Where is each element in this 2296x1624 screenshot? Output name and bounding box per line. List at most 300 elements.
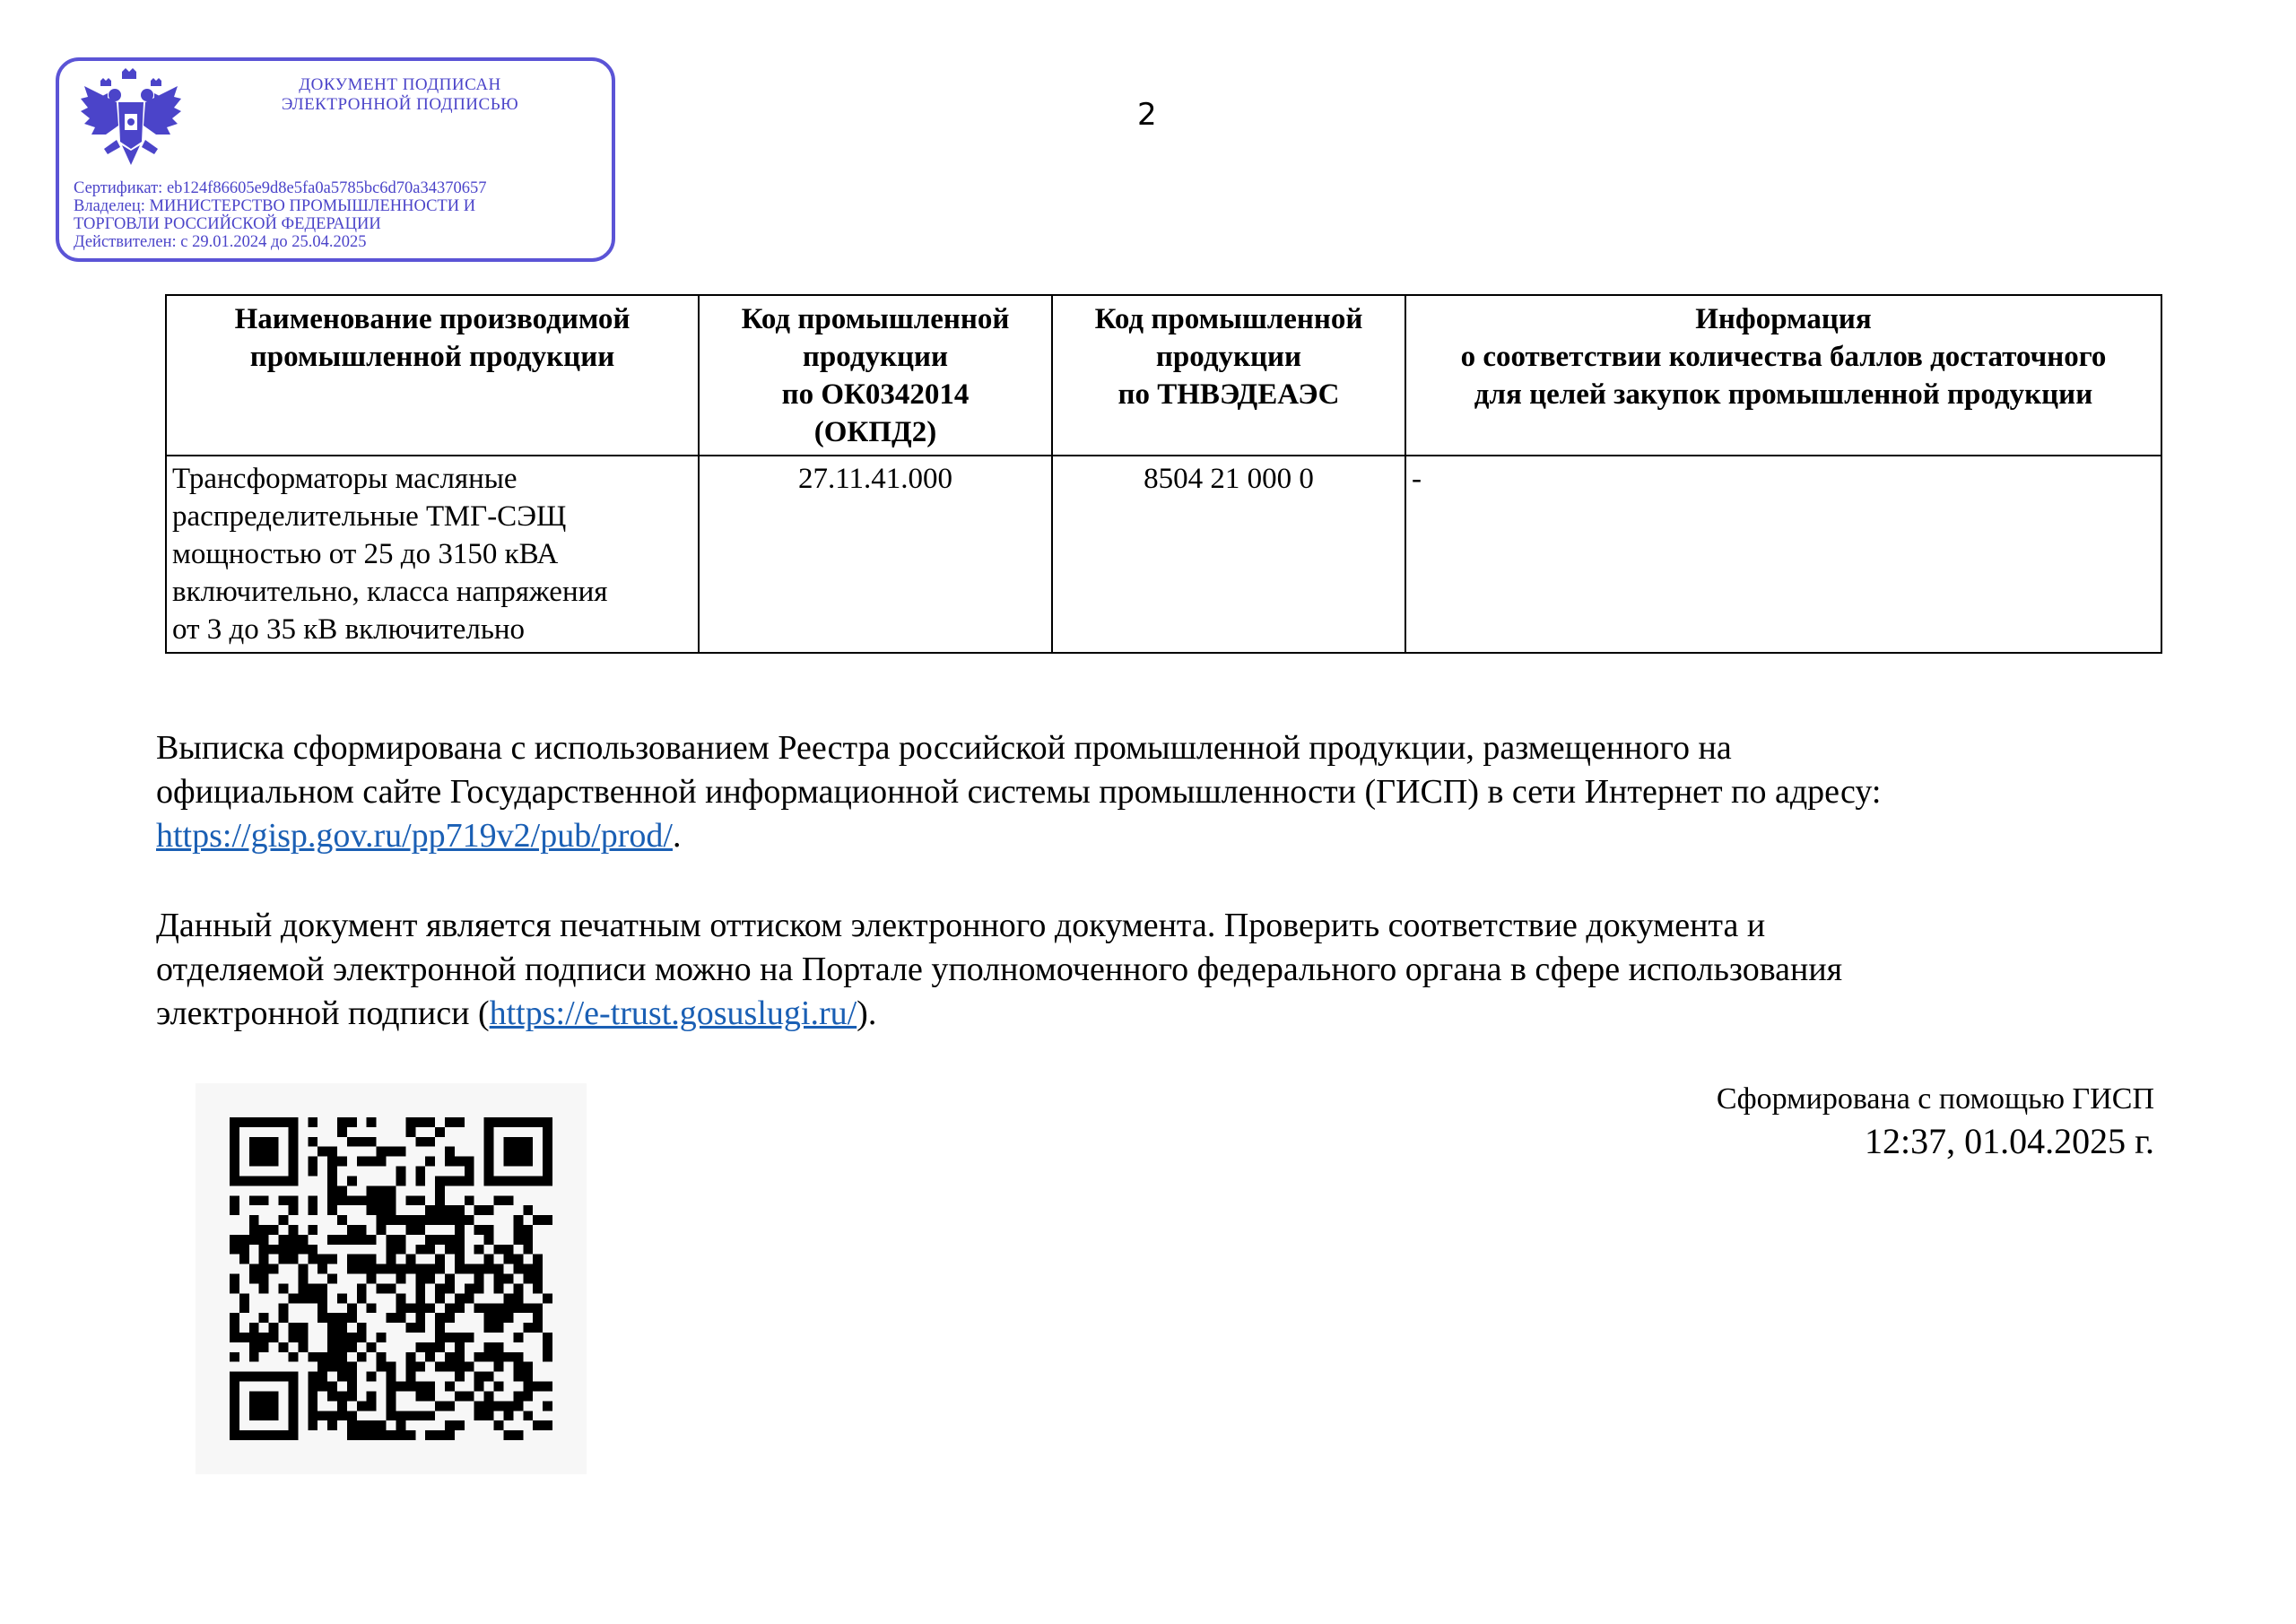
qr-module — [415, 1313, 425, 1323]
qr-module — [337, 1323, 347, 1333]
qr-module — [377, 1185, 387, 1195]
qr-module — [337, 1313, 347, 1323]
qr-module — [377, 1215, 387, 1225]
qr-module — [230, 1205, 239, 1215]
qr-module — [387, 1235, 396, 1245]
qr-module — [288, 1333, 298, 1342]
qr-module — [288, 1401, 298, 1411]
qr-module — [455, 1117, 465, 1127]
qr-module — [279, 1195, 289, 1205]
stamp-certificate: Сертификат: eb124f86605e9d8e5fa0a5785bc6d70a34370657 — [74, 179, 487, 197]
qr-module — [259, 1274, 269, 1284]
verification-statement — [156, 904, 2183, 1036]
qr-module — [357, 1293, 367, 1303]
qr-module — [405, 1215, 415, 1225]
qr-module — [425, 1235, 435, 1245]
qr-module — [259, 1176, 269, 1185]
qr-module — [357, 1235, 367, 1245]
qr-module — [269, 1157, 279, 1167]
qr-module — [327, 1185, 337, 1195]
qr-module — [327, 1255, 337, 1264]
qr-module — [249, 1235, 259, 1245]
qr-module — [484, 1176, 494, 1185]
qr-module — [484, 1167, 494, 1177]
signature-stamp — [56, 57, 615, 262]
header-line: Информация — [1695, 303, 1872, 335]
header-line: для целей закупок промышленной продукции — [1474, 378, 2093, 411]
qr-module — [367, 1137, 377, 1147]
qr-module — [435, 1293, 445, 1303]
qr-module — [405, 1362, 415, 1372]
cell-line: от 3 до 35 кВ включительно — [172, 613, 526, 646]
qr-module — [405, 1117, 415, 1127]
qr-module — [445, 1176, 455, 1185]
qr-module — [239, 1235, 249, 1245]
qr-module — [259, 1333, 269, 1342]
qr-module — [279, 1372, 289, 1382]
header-line: продукции — [1155, 341, 1302, 373]
qr-module — [327, 1195, 337, 1205]
qr-module — [377, 1157, 387, 1167]
qr-module — [455, 1303, 465, 1313]
qr-module — [523, 1362, 533, 1372]
qr-module — [455, 1372, 465, 1382]
qr-module — [425, 1157, 435, 1167]
paragraph-line: Выписка сформирована с использованием Реестра российской промышленной продукции, размещенного на — [156, 729, 1732, 767]
qr-module — [279, 1245, 289, 1255]
qr-module — [484, 1372, 494, 1382]
stamp-owner-line: Владелец: МИНИСТЕРСТВО ПРОМЫШЛЕННОСТИ И — [74, 197, 476, 215]
qr-module — [503, 1176, 513, 1185]
stamp-title-line: ДОКУМЕНТ ПОДПИСАН — [299, 75, 501, 94]
qr-module — [494, 1420, 504, 1430]
qr-module — [327, 1274, 337, 1284]
qr-module — [357, 1283, 367, 1293]
qr-module — [455, 1225, 465, 1235]
qr-module — [523, 1245, 533, 1255]
qr-module — [298, 1235, 308, 1245]
qr-module — [484, 1352, 494, 1362]
gisp-registry-link[interactable]: https://gisp.gov.ru/pp719v2/pub/prod/ — [156, 817, 673, 855]
qr-module — [494, 1382, 504, 1392]
qr-module — [513, 1137, 523, 1147]
qr-module — [337, 1293, 347, 1303]
qr-module — [435, 1185, 445, 1195]
qr-module — [317, 1372, 327, 1382]
header-line: о соответствии количества баллов достаточного — [1460, 341, 2107, 373]
qr-module — [367, 1157, 377, 1167]
qr-module — [367, 1420, 377, 1430]
paragraph-line — [156, 814, 2183, 858]
qr-module — [317, 1303, 327, 1313]
qr-module — [474, 1225, 484, 1235]
qr-module — [327, 1342, 337, 1352]
qr-module — [357, 1137, 367, 1147]
qr-module — [474, 1205, 484, 1215]
qr-module — [249, 1430, 259, 1440]
qr-module — [279, 1342, 289, 1352]
qr-module — [308, 1293, 317, 1303]
qr-module — [415, 1362, 425, 1372]
qr-module — [357, 1225, 367, 1235]
qr-module — [465, 1391, 474, 1401]
qr-module — [308, 1411, 317, 1420]
qr-module — [269, 1411, 279, 1420]
qr-module — [513, 1352, 523, 1362]
qr-module — [503, 1117, 513, 1127]
qr-module — [357, 1430, 367, 1440]
qr-module — [396, 1215, 405, 1225]
qr-module — [317, 1255, 327, 1264]
qr-module — [269, 1245, 279, 1255]
qr-module — [347, 1411, 357, 1420]
qr-module — [484, 1255, 494, 1264]
qr-module — [259, 1391, 269, 1401]
qr-module — [396, 1176, 405, 1185]
qr-module — [445, 1382, 455, 1392]
qr-module — [484, 1225, 494, 1235]
cell-tnved: 8504 21 000 0 — [1052, 456, 1405, 653]
qr-module — [387, 1401, 396, 1411]
qr-module — [465, 1176, 474, 1185]
qr-module — [347, 1195, 357, 1205]
qr-module — [347, 1430, 357, 1440]
qr-module — [455, 1293, 465, 1303]
qr-module — [288, 1117, 298, 1127]
qr-module — [415, 1283, 425, 1293]
qr-module — [367, 1117, 377, 1127]
qr-module — [357, 1323, 367, 1333]
qr-module — [396, 1245, 405, 1255]
stamp-owner-line: ТОРГОВЛИ РОССИЙСКОЙ ФЕДЕРАЦИИ — [74, 215, 381, 233]
qr-module — [533, 1323, 543, 1333]
qr-module — [405, 1430, 415, 1440]
qr-module — [415, 1264, 425, 1274]
qr-module — [288, 1245, 298, 1255]
qr-module — [425, 1411, 435, 1420]
qr-module — [513, 1391, 523, 1401]
paragraph-line: Данный документ является печатным оттиском электронного документа. Проверить соответствие документа и — [156, 907, 1766, 944]
qr-module — [533, 1274, 543, 1284]
qr-module — [269, 1147, 279, 1157]
qr-module — [396, 1293, 405, 1303]
qr-module — [367, 1235, 377, 1245]
qr-module — [405, 1264, 415, 1274]
qr-module — [445, 1283, 455, 1293]
qr-module — [503, 1274, 513, 1284]
qr-module — [455, 1391, 465, 1401]
qr-module — [387, 1245, 396, 1255]
qr-module — [347, 1176, 357, 1185]
qr-module — [230, 1235, 239, 1245]
qr-module — [503, 1352, 513, 1362]
qr-module — [337, 1235, 347, 1245]
qr-module — [513, 1283, 523, 1293]
qr-module — [543, 1293, 552, 1303]
qr-module — [337, 1127, 347, 1137]
qr-module — [523, 1264, 533, 1274]
qr-module — [347, 1303, 357, 1313]
qr-module — [513, 1401, 523, 1411]
qr-module — [523, 1391, 533, 1401]
qr-module — [503, 1303, 513, 1313]
qr-module — [259, 1245, 269, 1255]
qr-module — [377, 1195, 387, 1205]
qr-module — [484, 1117, 494, 1127]
qr-module — [308, 1195, 317, 1205]
qr-module — [230, 1352, 239, 1362]
qr-module — [279, 1117, 289, 1127]
qr-module — [347, 1137, 357, 1147]
qr-module — [543, 1127, 552, 1137]
qr-module — [230, 1127, 239, 1137]
qr-module — [455, 1157, 465, 1167]
qr-module — [347, 1264, 357, 1274]
qr-module — [533, 1283, 543, 1293]
e-trust-link[interactable]: https://e-trust.gosuslugi.ru/ — [489, 994, 857, 1032]
qr-module — [269, 1430, 279, 1440]
qr-module — [308, 1420, 317, 1430]
qr-module — [474, 1411, 484, 1420]
registry-statement — [156, 726, 2183, 858]
qr-module — [494, 1362, 504, 1372]
qr-module — [523, 1137, 533, 1147]
qr-module — [337, 1117, 347, 1127]
qr-module — [249, 1333, 259, 1342]
qr-module — [405, 1411, 415, 1420]
qr-module — [405, 1225, 415, 1235]
stamp-title-line: ЭЛЕКТРОННОЙ ПОДПИСЬЮ — [281, 95, 519, 114]
qr-module — [367, 1264, 377, 1274]
qr-module — [523, 1274, 533, 1284]
qr-module — [387, 1255, 396, 1264]
header-line: Код промышленной — [741, 303, 1010, 335]
qr-module — [513, 1215, 523, 1225]
qr-module — [288, 1255, 298, 1264]
qr-module — [445, 1362, 455, 1372]
qr-module — [513, 1333, 523, 1342]
generated-by: Сформирована с помощью ГИСП — [1716, 1082, 2154, 1116]
coat-of-arms-icon — [75, 66, 187, 178]
qr-module — [533, 1117, 543, 1127]
qr-module — [415, 1117, 425, 1127]
qr-module — [405, 1372, 415, 1382]
qr-module — [435, 1333, 445, 1342]
qr-module — [230, 1283, 239, 1293]
qr-module — [337, 1215, 347, 1225]
qr-module — [308, 1117, 317, 1127]
qr-module — [367, 1205, 377, 1215]
qr-module — [415, 1411, 425, 1420]
qr-module — [523, 1411, 533, 1420]
qr-module — [484, 1127, 494, 1137]
qr-module — [337, 1362, 347, 1372]
qr-module — [239, 1430, 249, 1440]
qr-module — [523, 1157, 533, 1167]
qr-module — [308, 1391, 317, 1401]
qr-module — [367, 1430, 377, 1440]
qr-module — [405, 1255, 415, 1264]
cell-score-info: - — [1405, 456, 2161, 653]
qr-module — [337, 1391, 347, 1401]
qr-module — [308, 1255, 317, 1264]
qr-module — [308, 1245, 317, 1255]
qr-module — [288, 1157, 298, 1167]
qr-module — [543, 1137, 552, 1147]
qr-module — [405, 1323, 415, 1333]
qr-module — [513, 1147, 523, 1157]
qr-module — [415, 1382, 425, 1392]
header-product-name — [166, 295, 699, 456]
qr-module — [288, 1382, 298, 1392]
qr-module — [405, 1352, 415, 1362]
qr-module — [387, 1215, 396, 1225]
qr-module — [230, 1167, 239, 1177]
qr-module — [396, 1420, 405, 1430]
qr-module — [367, 1401, 377, 1411]
qr-module — [465, 1293, 474, 1303]
qr-module — [327, 1362, 337, 1372]
qr-module — [396, 1303, 405, 1313]
qr-module — [367, 1274, 377, 1284]
qr-module — [445, 1333, 455, 1342]
qr-module — [259, 1137, 269, 1147]
header-line: по ОК0342014 — [781, 378, 970, 411]
qr-module — [387, 1205, 396, 1215]
qr-module — [298, 1342, 308, 1352]
qr-module — [445, 1313, 455, 1323]
qr-module — [387, 1185, 396, 1195]
paragraph-punct: . — [673, 817, 682, 855]
qr-module — [279, 1283, 289, 1293]
qr-module — [533, 1382, 543, 1392]
qr-module — [415, 1391, 425, 1401]
table-header-row — [166, 295, 2161, 456]
qr-module — [396, 1411, 405, 1420]
qr-module — [494, 1176, 504, 1185]
qr-module — [327, 1147, 337, 1157]
qr-module — [298, 1293, 308, 1303]
qr-module — [367, 1195, 377, 1205]
header-line: продукции — [802, 341, 949, 373]
qr-module — [484, 1401, 494, 1411]
qr-module — [347, 1391, 357, 1401]
qr-module — [465, 1362, 474, 1372]
qr-module — [288, 1323, 298, 1333]
qr-module — [523, 1176, 533, 1185]
qr-module — [484, 1323, 494, 1333]
qr-module — [435, 1283, 445, 1293]
qr-module — [533, 1420, 543, 1430]
qr-module — [513, 1293, 523, 1303]
qr-module — [465, 1264, 474, 1274]
qr-module — [230, 1411, 239, 1420]
qr-module — [230, 1430, 239, 1440]
qr-module — [455, 1342, 465, 1352]
qr-module — [317, 1147, 327, 1157]
qr-module — [435, 1313, 445, 1323]
stamp-title — [212, 75, 588, 115]
qr-module — [543, 1176, 552, 1185]
qr-module — [474, 1382, 484, 1392]
qr-module — [279, 1215, 289, 1225]
qr-module — [533, 1303, 543, 1313]
qr-module — [503, 1313, 513, 1323]
qr-module — [543, 1342, 552, 1352]
qr-module — [337, 1185, 347, 1195]
stamp-details — [74, 179, 612, 251]
qr-module — [543, 1382, 552, 1392]
qr-module — [367, 1303, 377, 1313]
qr-module — [415, 1342, 425, 1352]
qr-module — [474, 1352, 484, 1362]
qr-module — [445, 1274, 455, 1284]
qr-module — [415, 1323, 425, 1333]
qr-module — [337, 1352, 347, 1362]
qr-module — [230, 1195, 239, 1205]
qr-module — [230, 1245, 239, 1255]
qr-module — [327, 1167, 337, 1177]
qr-module — [425, 1352, 435, 1362]
qr-module — [259, 1430, 269, 1440]
qr-module — [230, 1372, 239, 1382]
qr-module — [513, 1117, 523, 1127]
qr-module — [513, 1372, 523, 1382]
qr-module — [249, 1176, 259, 1185]
header-tnved — [1052, 295, 1405, 456]
qr-module — [259, 1157, 269, 1167]
qr-module — [455, 1215, 465, 1225]
qr-module — [387, 1382, 396, 1392]
qr-module — [484, 1342, 494, 1352]
qr-module — [367, 1255, 377, 1264]
qr-module — [435, 1430, 445, 1440]
qr-module — [249, 1157, 259, 1167]
qr-module — [415, 1195, 425, 1205]
qr-module — [415, 1167, 425, 1177]
qr-module — [396, 1264, 405, 1274]
paragraph-line — [156, 992, 2183, 1036]
qr-module — [396, 1274, 405, 1284]
qr-module — [503, 1430, 513, 1440]
qr-module — [308, 1372, 317, 1382]
qr-module — [239, 1372, 249, 1382]
qr-module — [249, 1147, 259, 1157]
qr-module — [308, 1167, 317, 1177]
qr-module — [455, 1333, 465, 1342]
qr-module — [259, 1283, 269, 1293]
qr-module — [308, 1225, 317, 1235]
qr-module — [337, 1157, 347, 1167]
qr-module — [484, 1313, 494, 1323]
qr-module — [445, 1215, 455, 1225]
qr-module — [298, 1274, 308, 1284]
qr-module — [269, 1323, 279, 1333]
qr-module — [484, 1137, 494, 1147]
qr-module — [288, 1147, 298, 1157]
qr-module — [425, 1342, 435, 1352]
qr-module — [503, 1401, 513, 1411]
qr-module — [533, 1176, 543, 1185]
cell-line: распределительные ТМГ-СЭЩ — [172, 500, 567, 533]
qr-module — [259, 1264, 269, 1274]
qr-module — [347, 1382, 357, 1392]
qr-module — [288, 1352, 298, 1362]
qr-module — [484, 1235, 494, 1245]
qr-module — [377, 1264, 387, 1274]
qr-module — [288, 1235, 298, 1245]
qr-module — [377, 1283, 387, 1293]
